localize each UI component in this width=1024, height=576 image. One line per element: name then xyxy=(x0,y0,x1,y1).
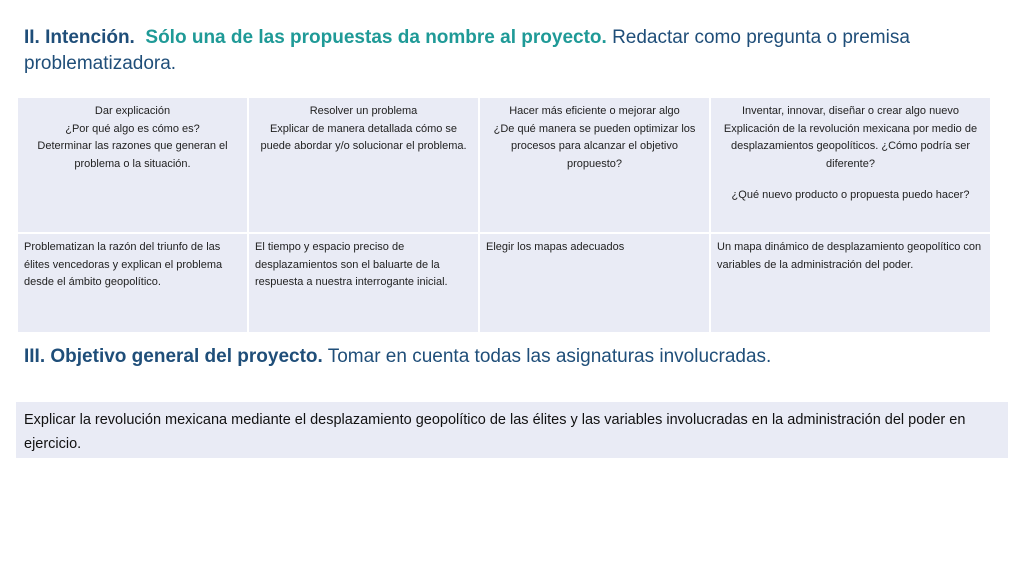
table-cell-answer-3: Elegir los mapas adecuados xyxy=(479,233,710,333)
table-cell-answer-2: El tiempo y espacio preciso de desplazamientos son el baluarte de la respuesta a nuestra interrogante inicial. xyxy=(248,233,479,333)
table-cell-innovate xyxy=(710,97,991,233)
table-cell-improve xyxy=(479,97,710,233)
table-header-row xyxy=(17,97,991,233)
table-answer-row xyxy=(17,233,991,333)
cell-spacer xyxy=(717,173,984,187)
table-cell-explain xyxy=(17,97,248,233)
cell-line: Dar explicación xyxy=(94,105,171,117)
cell-line: Explicación de la revolución mexicana por medio de desplazamientos geopolíticos. ¿Cómo podría ser diferente? xyxy=(723,122,978,170)
table-cell-solve xyxy=(248,97,479,233)
general-objective-box: Explicar la revolución mexicana mediante el desplazamiento geopolítico de las élites y las variables involucradas en la administración del poder en ejercicio. xyxy=(16,402,1008,458)
section-2-heading xyxy=(24,25,999,77)
cell-line: ¿Por qué algo es cómo es? xyxy=(65,122,200,135)
section-3-heading xyxy=(24,344,999,370)
cell-line: Determinar las razones que generan el problema o la situación. xyxy=(37,140,228,170)
cell-line: ¿De qué manera se pueden optimizar los procesos para alcanzar el objetivo propuesto? xyxy=(493,122,696,170)
section-3-instruction: Tomar en cuenta todas las asignaturas involucradas. xyxy=(327,346,772,367)
section-3-label: III. Objetivo general del proyecto. xyxy=(24,346,323,367)
table-cell-answer-4: Un mapa dinámico de desplazamiento geopolítico con variables de la administración del poder. xyxy=(710,233,991,333)
cell-line: Hacer más eficiente o mejorar algo xyxy=(509,105,680,117)
table-cell-answer-1: Problematizan la razón del triunfo de las élites vencedoras y explican el problema desde el ámbito geopolítico. xyxy=(17,233,248,333)
intention-table xyxy=(16,96,992,334)
cell-line: ¿Qué nuevo producto o propuesta puedo hacer? xyxy=(731,189,970,201)
cell-line: Resolver un problema xyxy=(309,105,418,117)
section-2-label: II. Intención. xyxy=(24,27,135,48)
section-2-highlight: Sólo una de las propuestas da nombre al proyecto. xyxy=(145,27,607,48)
section-2-instruction: Redactar como pregunta o premisa problematizadora. xyxy=(24,27,910,74)
cell-line: Inventar, innovar, diseñar o crear algo nuevo xyxy=(741,105,960,117)
cell-line: Explicar de manera detallada cómo se puede abordar y/o solucionar el problema. xyxy=(260,122,467,152)
